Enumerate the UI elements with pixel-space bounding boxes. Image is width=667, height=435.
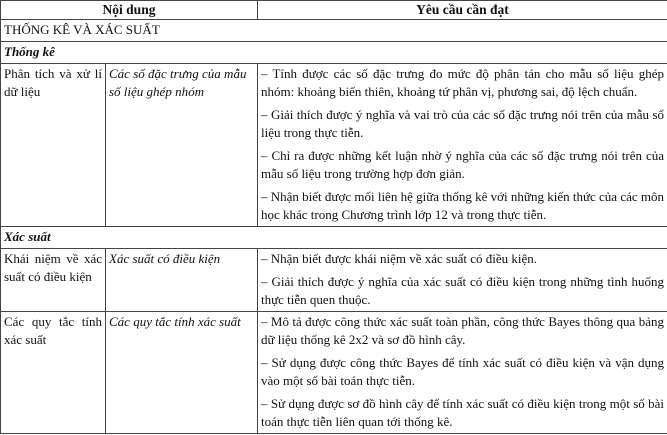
table-row (1, 64, 667, 227)
requirements-cell (258, 249, 667, 312)
group-heading-statistics: Thống kê (1, 42, 667, 64)
requirement-item: – Tính được các số đặc trưng đo mức độ phân tán cho mẫu số liệu ghép nhóm: khoảng biến thiên, khoảng tứ phân vị, phương sai, độ lệch chuẩn. (261, 66, 664, 99)
topic-cell: Khái niệm về xác suất có điều kiện (1, 249, 106, 312)
table-row (1, 249, 667, 312)
requirement-item: – Giải thích được ý nghĩa và vai trò của các số đặc trưng nói trên của mẫu số liệu trong thực tiễn. (261, 107, 664, 140)
requirements-cell (258, 312, 667, 434)
table-header-row (1, 1, 667, 20)
requirement-item: – Nhận biết được khái niệm về xác suất có điều kiện. (261, 251, 538, 266)
requirement-item: – Chỉ ra được những kết luận nhờ ý nghĩa của các số đặc trưng nói trên của mẫu số liệu trong trường hợp đơn giản. (261, 148, 664, 181)
group-heading-probability: Xác suất (1, 227, 667, 249)
content-cell: Xác suất có điều kiện (106, 249, 258, 312)
requirements-cell (258, 64, 667, 227)
requirement-item: – Giải thích được ý nghĩa của xác suất có điều kiện trong những tình huống thực tiễn quen thuộc. (261, 274, 664, 307)
requirement-item: – Mô tả được công thức xác suất toàn phần, công thức Bayes thông qua bảng dữ liệu thống kê 2x2 và sơ đồ hình cây. (261, 314, 664, 347)
group-heading-row (1, 227, 667, 249)
requirement-item: – Sử dụng được sơ đồ hình cây để tính xác suất có điều kiện trong một số bài toán thực tiễn liên quan tới thống kê. (261, 396, 664, 429)
topic-cell: Các quy tắc tính xác suất (1, 312, 106, 434)
group-heading-row (1, 42, 667, 64)
requirement-item: – Nhận biết được mối liên hệ giữa thống kê với những kiến thức của các môn học khác trong Chương trình lớp 12 và trong thực tiễn. (261, 189, 664, 222)
topic-cell: Phân tích và xử lí dữ liệu (1, 64, 106, 227)
header-requirement: Yêu cầu cần đạt (258, 1, 667, 20)
requirement-item: – Sử dụng được công thức Bayes để tính xác suất có điều kiện và vận dụng vào một số bài toán thực tiễn. (261, 355, 664, 388)
content-cell: Các số đặc trưng của mẫu số liệu ghép nhóm (106, 64, 258, 227)
section-title: THỐNG KÊ VÀ XÁC SUẤT (1, 20, 667, 42)
content-cell: Các quy tắc tính xác suất (106, 312, 258, 434)
table-row (1, 312, 667, 434)
header-content: Nội dung (1, 1, 258, 20)
section-title-row (1, 20, 667, 42)
